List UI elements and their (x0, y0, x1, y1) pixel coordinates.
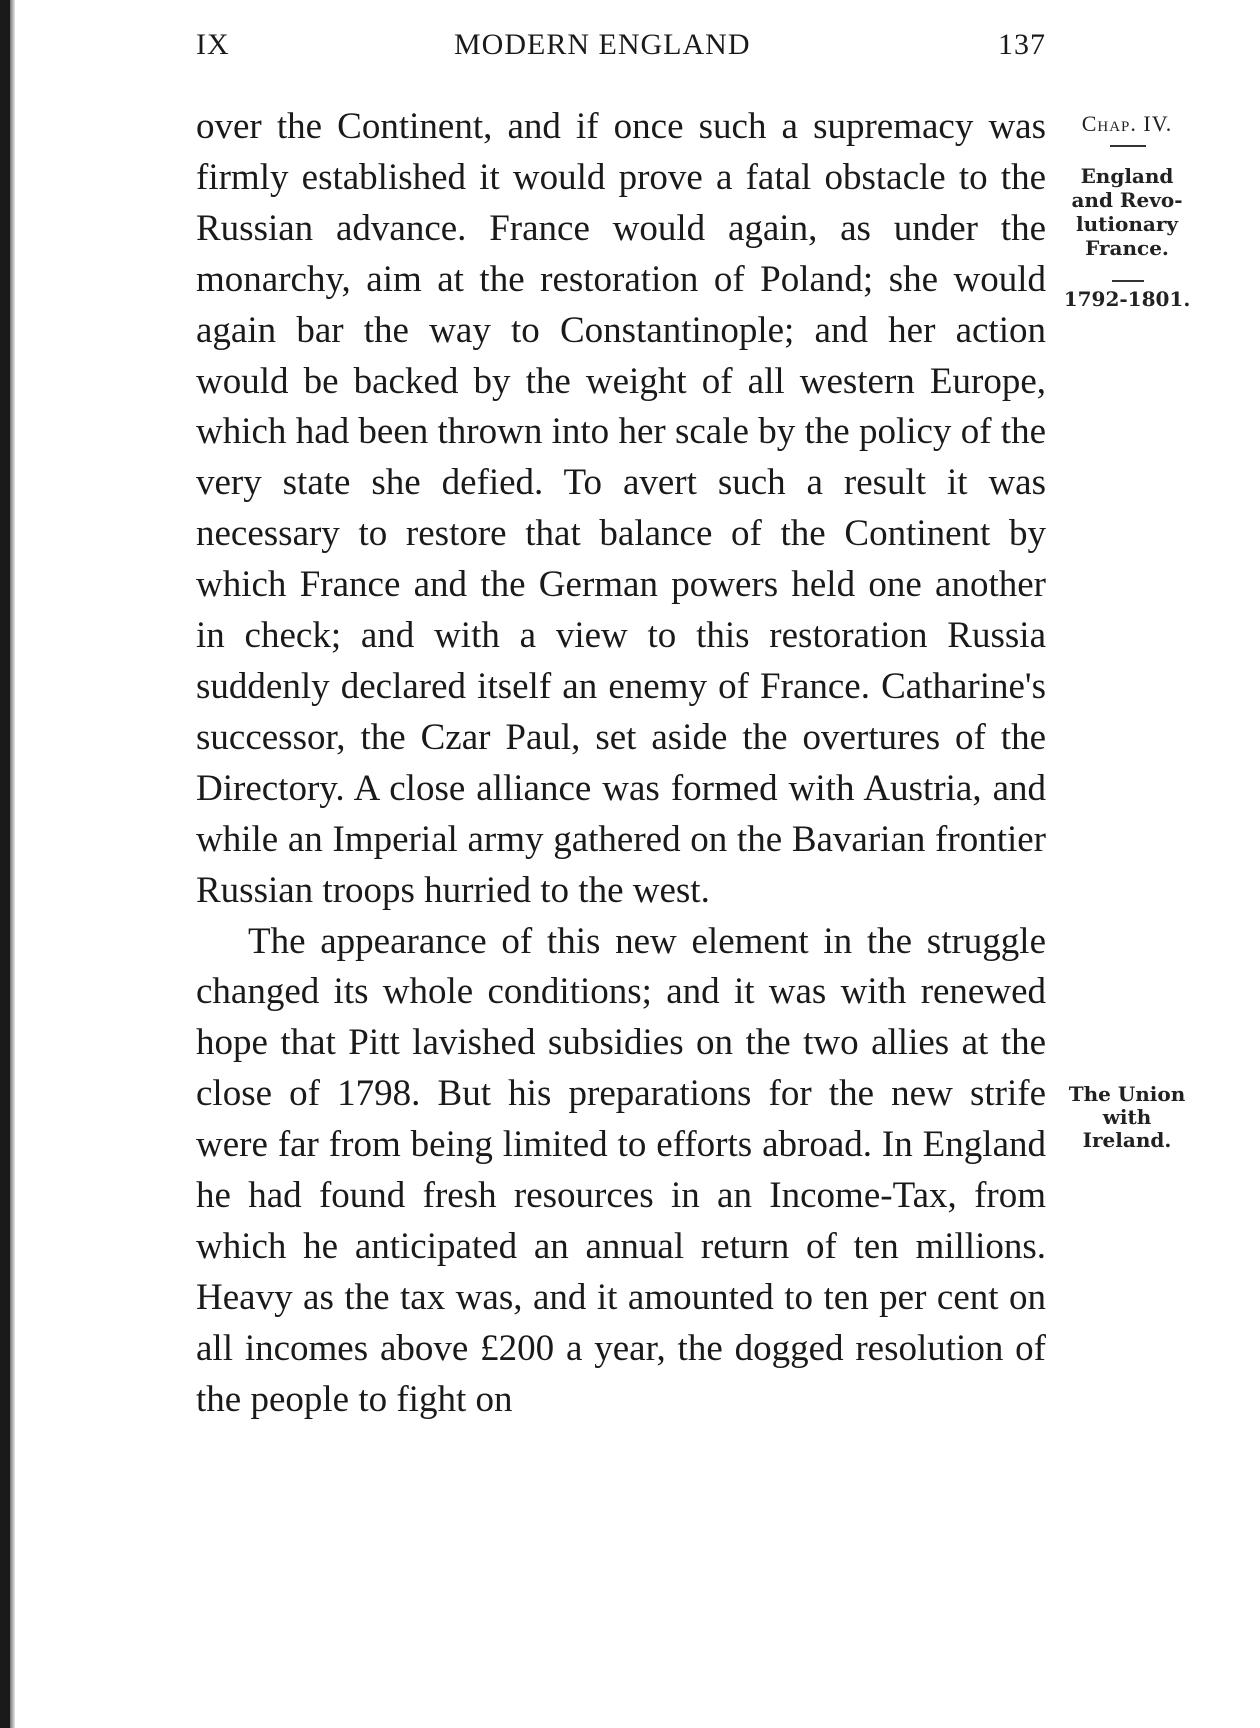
page-binding-edge (0, 0, 10, 1728)
margin-subject-line: and Revo- (1071, 188, 1183, 212)
header-book-title: MODERN ENGLAND (454, 28, 751, 61)
margin-union-note (1052, 1083, 1202, 1152)
margin-chapter-label: Chap. IV. (1081, 111, 1173, 136)
margin-subject-note (1052, 164, 1202, 260)
main-text-column (196, 102, 1046, 1426)
margin-union-line: Ireland. (1082, 1128, 1172, 1152)
margin-subject-line: lutionary (1076, 212, 1178, 236)
margin-subject-line: France. (1085, 236, 1169, 260)
paragraph-pitt-preparations: The appearance of this new element in the struggle changed its whole conditions; and it was with renewed hope that Pitt lavished subsidies on the two allies at the close of 1798. But his preparations for the new strife were far from being limited to efforts abroad. In England he had found fresh resources in an Income-Tax, from which he anticipated an annual return of ten millions. Heavy as the tax was, and it amounted to ten per cent on all incomes above £200 a year, the dogged resolution of the people to fight on (196, 920, 1046, 1420)
margin-union-line: The Union (1068, 1082, 1186, 1106)
header-page-number: 137 (998, 28, 1046, 61)
margin-divider (1112, 280, 1144, 282)
margin-subject-line: England (1080, 164, 1174, 188)
paragraph-continuation: over the Continent, and if once such a supremacy was firmly established it would prove a fatal obstacle to the Russian advance. France would again, as under the monarchy, aim at the restoration of Poland; she would again bar the way to Constantinople; and her action would be backed by the weight of all western Europe, which had been thrown into her scale by the policy of the very state she defied. To avert such a result it was necessary to restore that balance of the Continent by which France and the German powers held one another in check; and with a view to this restoration Russia suddenly declared itself an enemy of France. Catharine's successor, the Czar Paul, set aside the overtures of the Directory. A close alliance was formed with Austria, and while an Imperial army gathered on the Bavarian frontier Russian troops hurried to the west. (196, 106, 1046, 911)
margin-union-line: with (1102, 1105, 1152, 1129)
margin-date-range: 1792-1801. (1063, 287, 1191, 311)
running-header (196, 28, 1046, 68)
margin-divider (1110, 145, 1146, 147)
header-chapter-number: IX (196, 28, 230, 61)
